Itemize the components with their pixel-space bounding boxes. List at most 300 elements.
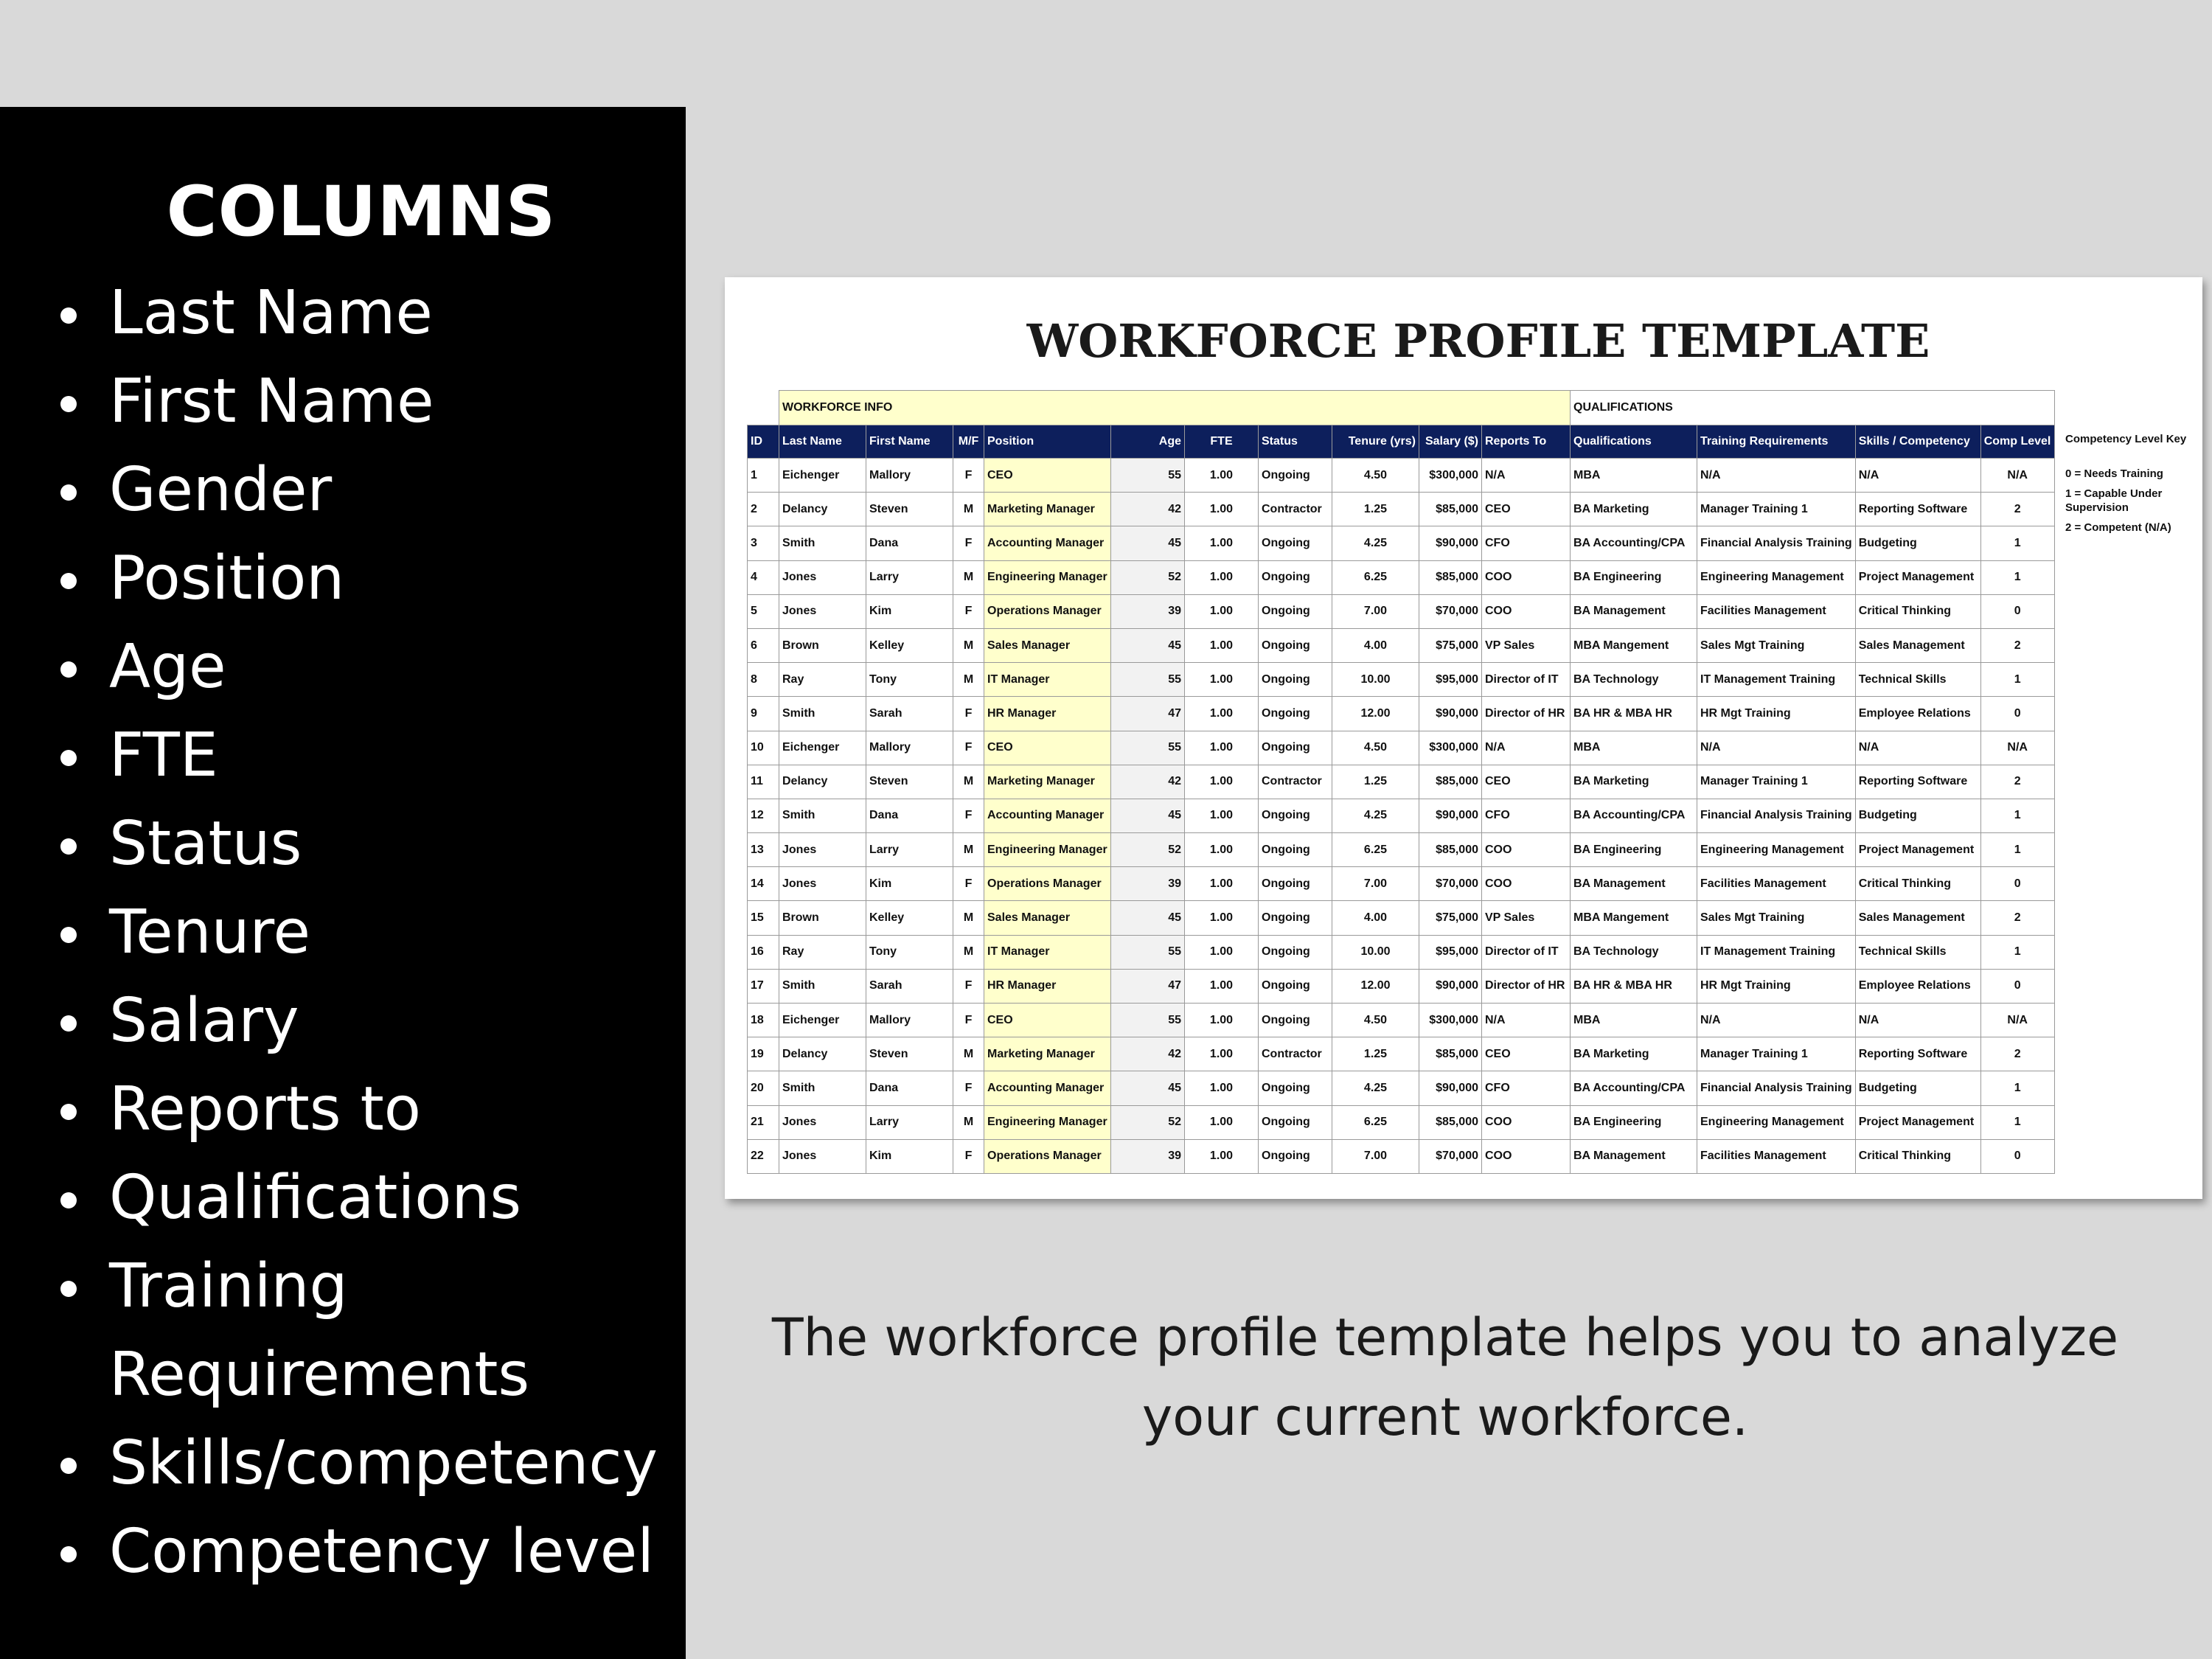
- table-row: [748, 560, 2055, 594]
- table-cell: 1: [1980, 560, 2054, 594]
- table-cell: 1.00: [1185, 901, 1259, 935]
- table-cell: 4.25: [1332, 1071, 1419, 1105]
- table-cell: $85,000: [1419, 765, 1482, 799]
- table-cell: Financial Analysis Training: [1697, 1071, 1856, 1105]
- table-cell: BA Management: [1571, 867, 1697, 901]
- table-row: [748, 901, 2055, 935]
- table-cell: Sales Manager: [984, 901, 1111, 935]
- table-cell: N/A: [1697, 459, 1856, 493]
- table-row: [748, 935, 2055, 969]
- bullet-icon: [60, 661, 77, 678]
- bullet-icon: [60, 1015, 77, 1032]
- column-list-item: [0, 1419, 658, 1508]
- table-cell: 0: [1980, 1139, 2054, 1173]
- table-cell: 39: [1111, 1139, 1185, 1173]
- table-cell: 12: [748, 799, 779, 832]
- table-cell: $85,000: [1419, 493, 1482, 526]
- table-cell: Director of IT: [1482, 935, 1571, 969]
- table-cell: $300,000: [1419, 731, 1482, 765]
- table-cell: Ongoing: [1259, 663, 1332, 697]
- table-cell: COO: [1482, 867, 1571, 901]
- column-header: Training Requirements: [1697, 425, 1856, 459]
- table-cell: Engineering Manager: [984, 833, 1111, 867]
- column-header: Comp Level: [1980, 425, 2054, 459]
- table-cell: 21: [748, 1105, 779, 1139]
- table-cell: F: [953, 867, 984, 901]
- column-header: Tenure (yrs): [1332, 425, 1419, 459]
- table-cell: Ongoing: [1259, 1004, 1332, 1037]
- table-row: [748, 731, 2055, 765]
- table-cell: 1: [1980, 1105, 2054, 1139]
- table-cell: Project Management: [1855, 1105, 1980, 1139]
- table-cell: M: [953, 901, 984, 935]
- table-cell: BA Marketing: [1571, 765, 1697, 799]
- table-cell: $75,000: [1419, 628, 1482, 662]
- table-cell: Steven: [866, 1037, 953, 1071]
- table-cell: 0: [1980, 594, 2054, 628]
- table-cell: Ongoing: [1259, 799, 1332, 832]
- column-name: Qualifications: [109, 1163, 522, 1233]
- column-list-item: [0, 1154, 658, 1242]
- table-cell: Larry: [866, 1105, 953, 1139]
- table-cell: Critical Thinking: [1855, 1139, 1980, 1173]
- table-cell: 42: [1111, 493, 1185, 526]
- bullet-icon: [60, 1281, 77, 1297]
- table-cell: Ongoing: [1259, 594, 1332, 628]
- table-cell: F: [953, 1071, 984, 1105]
- table-cell: 4: [748, 560, 779, 594]
- table-cell: COO: [1482, 1105, 1571, 1139]
- column-header: Position: [984, 425, 1111, 459]
- table-cell: HR Manager: [984, 697, 1111, 731]
- table-cell: Project Management: [1855, 833, 1980, 867]
- table-cell: Ongoing: [1259, 697, 1332, 731]
- table-cell: M: [953, 628, 984, 662]
- table-cell: 7.00: [1332, 1139, 1419, 1173]
- table-cell: MBA: [1571, 1004, 1697, 1037]
- table-cell: $95,000: [1419, 935, 1482, 969]
- column-list-item: [0, 623, 658, 712]
- column-name: Status: [109, 809, 302, 879]
- column-header: Qualifications: [1571, 425, 1697, 459]
- table-cell: CEO: [984, 1004, 1111, 1037]
- table-cell: F: [953, 969, 984, 1003]
- table-row: [748, 663, 2055, 697]
- table-cell: 2: [1980, 901, 2054, 935]
- table-row: [748, 1037, 2055, 1071]
- bullet-icon: [60, 838, 77, 855]
- table-cell: 5: [748, 594, 779, 628]
- column-name: Tenure: [109, 897, 310, 967]
- table-cell: 1.00: [1185, 731, 1259, 765]
- table-cell: Contractor: [1259, 1037, 1332, 1071]
- column-header: Salary ($): [1419, 425, 1482, 459]
- table-cell: 42: [1111, 1037, 1185, 1071]
- bullet-icon: [60, 396, 77, 412]
- table-cell: 4.25: [1332, 799, 1419, 832]
- table-cell: Director of HR: [1482, 697, 1571, 731]
- column-list-item: [0, 1065, 658, 1154]
- table-cell: Operations Manager: [984, 594, 1111, 628]
- table-cell: Facilities Management: [1697, 1139, 1856, 1173]
- table-cell: 22: [748, 1139, 779, 1173]
- table-cell: Mallory: [866, 1004, 953, 1037]
- caption: The workforce profile template helps you to analyze your current workforce.: [771, 1307, 2119, 1447]
- table-cell: 0: [1980, 697, 2054, 731]
- table-cell: 13: [748, 833, 779, 867]
- table-cell: Steven: [866, 765, 953, 799]
- table-cell: Critical Thinking: [1855, 867, 1980, 901]
- table-cell: F: [953, 697, 984, 731]
- table-cell: Technical Skills: [1855, 663, 1980, 697]
- table-cell: $95,000: [1419, 663, 1482, 697]
- table-cell: 4.50: [1332, 459, 1419, 493]
- table-cell: Budgeting: [1855, 799, 1980, 832]
- column-name: Last Name: [109, 278, 433, 348]
- table-cell: Smith: [779, 799, 866, 832]
- table-cell: 55: [1111, 1004, 1185, 1037]
- table-cell: N/A: [1855, 731, 1980, 765]
- table-cell: N/A: [1482, 459, 1571, 493]
- table-cell: $85,000: [1419, 560, 1482, 594]
- table-cell: $90,000: [1419, 799, 1482, 832]
- sheet-title: WORKFORCE PROFILE TEMPLATE: [1026, 314, 1930, 368]
- table-cell: BA Engineering: [1571, 560, 1697, 594]
- table-cell: 1.00: [1185, 560, 1259, 594]
- table-cell: Delancy: [779, 765, 866, 799]
- table-cell: 1: [1980, 833, 2054, 867]
- bullet-icon: [60, 1104, 77, 1120]
- table-cell: MBA Mangement: [1571, 628, 1697, 662]
- table-cell: 42: [1111, 765, 1185, 799]
- table-cell: 4.50: [1332, 1004, 1419, 1037]
- table-cell: F: [953, 459, 984, 493]
- bullet-icon: [60, 573, 77, 589]
- table-cell: CEO: [1482, 765, 1571, 799]
- table-cell: COO: [1482, 1139, 1571, 1173]
- table-cell: Engineering Management: [1697, 560, 1856, 594]
- table-cell: CFO: [1482, 799, 1571, 832]
- table-cell: 12.00: [1332, 969, 1419, 1003]
- column-name: FTE: [109, 720, 218, 790]
- table-cell: 2: [1980, 765, 2054, 799]
- table-cell: 1.00: [1185, 833, 1259, 867]
- column-header: M/F: [953, 425, 984, 459]
- table-cell: Brown: [779, 628, 866, 662]
- table-cell: 8: [748, 663, 779, 697]
- table-cell: Budgeting: [1855, 1071, 1980, 1105]
- table-cell: $300,000: [1419, 1004, 1482, 1037]
- table-cell: CFO: [1482, 1071, 1571, 1105]
- table-cell: Contractor: [1259, 765, 1332, 799]
- columns-title: COLUMNS: [166, 172, 557, 252]
- column-header: FTE: [1185, 425, 1259, 459]
- table-cell: 47: [1111, 697, 1185, 731]
- table-cell: 52: [1111, 833, 1185, 867]
- table-cell: 15: [748, 901, 779, 935]
- table-cell: Marketing Manager: [984, 1037, 1111, 1071]
- table-cell: Jones: [779, 867, 866, 901]
- table-cell: Eichenger: [779, 731, 866, 765]
- table-cell: Dana: [866, 526, 953, 560]
- table-cell: 45: [1111, 1071, 1185, 1105]
- table-cell: Ongoing: [1259, 560, 1332, 594]
- table-cell: MBA: [1571, 459, 1697, 493]
- table-cell: 1.00: [1185, 1105, 1259, 1139]
- column-name: Competency level: [109, 1517, 655, 1587]
- header-row: [748, 425, 2055, 459]
- table-cell: N/A: [1855, 459, 1980, 493]
- column-header: Skills / Competency: [1855, 425, 1980, 459]
- table-cell: Larry: [866, 833, 953, 867]
- bullet-icon: [60, 750, 77, 766]
- table-cell: Ongoing: [1259, 901, 1332, 935]
- table-cell: Marketing Manager: [984, 493, 1111, 526]
- table-cell: Manager Training 1: [1697, 493, 1856, 526]
- table-cell: Larry: [866, 560, 953, 594]
- table-cell: M: [953, 833, 984, 867]
- table-cell: 10.00: [1332, 935, 1419, 969]
- table-cell: N/A: [1855, 1004, 1980, 1037]
- table-row: [748, 765, 2055, 799]
- table-cell: Ongoing: [1259, 969, 1332, 1003]
- table-cell: Kim: [866, 594, 953, 628]
- table-cell: 0: [1980, 969, 2054, 1003]
- table-cell: Kim: [866, 1139, 953, 1173]
- table-cell: Ongoing: [1259, 867, 1332, 901]
- section-workforce-info: WORKFORCE INFO: [779, 391, 1571, 425]
- column-list-item: [0, 535, 658, 623]
- table-cell: BA Accounting/CPA: [1571, 1071, 1697, 1105]
- table-cell: BA HR & MBA HR: [1571, 697, 1697, 731]
- table-cell: N/A: [1482, 731, 1571, 765]
- table-cell: BA Technology: [1571, 935, 1697, 969]
- table-cell: 1.00: [1185, 1071, 1259, 1105]
- table-cell: HR Mgt Training: [1697, 697, 1856, 731]
- column-header: First Name: [866, 425, 953, 459]
- table-cell: 10.00: [1332, 663, 1419, 697]
- table-cell: CEO: [984, 459, 1111, 493]
- table-row: [748, 799, 2055, 832]
- table-row: [748, 1071, 2055, 1105]
- table-cell: Ongoing: [1259, 459, 1332, 493]
- table-cell: CEO: [1482, 493, 1571, 526]
- table-cell: 39: [1111, 594, 1185, 628]
- table-cell: 19: [748, 1037, 779, 1071]
- column-header: Age: [1111, 425, 1185, 459]
- table-cell: COO: [1482, 594, 1571, 628]
- table-cell: $90,000: [1419, 526, 1482, 560]
- table-cell: 20: [748, 1071, 779, 1105]
- table-cell: Manager Training 1: [1697, 765, 1856, 799]
- column-list-item: [0, 888, 658, 977]
- table-row: [748, 833, 2055, 867]
- table-cell: Technical Skills: [1855, 935, 1980, 969]
- section-blank: [748, 391, 779, 425]
- table-cell: 1.00: [1185, 1037, 1259, 1071]
- table-cell: 1.25: [1332, 493, 1419, 526]
- table-cell: Dana: [866, 799, 953, 832]
- table-cell: Kelley: [866, 628, 953, 662]
- table-cell: 55: [1111, 935, 1185, 969]
- table-cell: 1.00: [1185, 663, 1259, 697]
- table-cell: 47: [1111, 969, 1185, 1003]
- table-cell: 1: [748, 459, 779, 493]
- table-cell: M: [953, 493, 984, 526]
- table-cell: Engineering Manager: [984, 1105, 1111, 1139]
- table-cell: IT Management Training: [1697, 663, 1856, 697]
- table-cell: BA Management: [1571, 594, 1697, 628]
- table-cell: F: [953, 731, 984, 765]
- table-row: [748, 867, 2055, 901]
- table-cell: Critical Thinking: [1855, 594, 1980, 628]
- table-cell: 45: [1111, 526, 1185, 560]
- table-cell: BA Marketing: [1571, 1037, 1697, 1071]
- table-cell: 1: [1980, 1071, 2054, 1105]
- column-list-item: [0, 977, 658, 1065]
- column-name: Training Requirements: [109, 1251, 530, 1410]
- table-cell: Employee Relations: [1855, 697, 1980, 731]
- table-cell: Operations Manager: [984, 1139, 1111, 1173]
- table-cell: Ray: [779, 935, 866, 969]
- table-cell: M: [953, 765, 984, 799]
- table-cell: 1.00: [1185, 935, 1259, 969]
- table-cell: Smith: [779, 697, 866, 731]
- table-cell: Engineering Management: [1697, 1105, 1856, 1139]
- table-cell: VP Sales: [1482, 628, 1571, 662]
- table-cell: Ongoing: [1259, 628, 1332, 662]
- table-cell: 6.25: [1332, 1105, 1419, 1139]
- table-cell: Ongoing: [1259, 1139, 1332, 1173]
- table-cell: F: [953, 1139, 984, 1173]
- table-cell: 4.00: [1332, 628, 1419, 662]
- table-cell: 1.00: [1185, 594, 1259, 628]
- column-list-item: [0, 269, 658, 358]
- bullet-icon: [60, 1192, 77, 1208]
- table-cell: Financial Analysis Training: [1697, 799, 1856, 832]
- table-cell: CFO: [1482, 526, 1571, 560]
- competency-key: [2065, 432, 2198, 540]
- table-cell: $75,000: [1419, 901, 1482, 935]
- table-cell: Dana: [866, 1071, 953, 1105]
- table-cell: MBA: [1571, 731, 1697, 765]
- bullet-icon: [60, 1546, 77, 1562]
- table-cell: 45: [1111, 628, 1185, 662]
- table-cell: M: [953, 1105, 984, 1139]
- table-cell: Smith: [779, 1071, 866, 1105]
- table-cell: 45: [1111, 901, 1185, 935]
- table-cell: Jones: [779, 833, 866, 867]
- bullet-icon: [60, 484, 77, 501]
- table-cell: CEO: [1482, 1037, 1571, 1071]
- table-cell: 55: [1111, 731, 1185, 765]
- competency-key-item: 2 = Competent (N/A): [2065, 521, 2171, 534]
- table-cell: 1.00: [1185, 765, 1259, 799]
- table-cell: Sales Manager: [984, 628, 1111, 662]
- column-name: Age: [109, 632, 226, 702]
- table-cell: Financial Analysis Training: [1697, 526, 1856, 560]
- table-cell: Ray: [779, 663, 866, 697]
- table-row: [748, 697, 2055, 731]
- table-cell: 6.25: [1332, 560, 1419, 594]
- table-cell: 39: [1111, 867, 1185, 901]
- table-cell: 0: [1980, 867, 2054, 901]
- competency-key-item: 0 = Needs Training: [2065, 467, 2163, 480]
- table-cell: Delancy: [779, 1037, 866, 1071]
- table-cell: Director of IT: [1482, 663, 1571, 697]
- table-cell: Smith: [779, 969, 866, 1003]
- table-row: [748, 459, 2055, 493]
- table-cell: 1: [1980, 526, 2054, 560]
- table-cell: Engineering Manager: [984, 560, 1111, 594]
- table-row: [748, 594, 2055, 628]
- table-cell: Ongoing: [1259, 1105, 1332, 1139]
- table-cell: Kim: [866, 867, 953, 901]
- table-cell: M: [953, 560, 984, 594]
- table-cell: BA Technology: [1571, 663, 1697, 697]
- table-cell: BA Marketing: [1571, 493, 1697, 526]
- table-cell: 52: [1111, 1105, 1185, 1139]
- table-cell: F: [953, 526, 984, 560]
- table-cell: Sales Mgt Training: [1697, 901, 1856, 935]
- table-cell: 7.00: [1332, 867, 1419, 901]
- table-cell: Delancy: [779, 493, 866, 526]
- table-cell: IT Manager: [984, 663, 1111, 697]
- table-cell: $85,000: [1419, 1105, 1482, 1139]
- column-list-item: [0, 446, 658, 535]
- table-cell: $90,000: [1419, 1071, 1482, 1105]
- table-cell: N/A: [1697, 731, 1856, 765]
- table-cell: 4.00: [1332, 901, 1419, 935]
- section-row: [748, 391, 2055, 425]
- table-cell: HR Mgt Training: [1697, 969, 1856, 1003]
- section-qualifications: QUALIFICATIONS: [1571, 391, 2055, 425]
- table-row: [748, 493, 2055, 526]
- columns-panel: [0, 107, 686, 1659]
- table-row: [748, 1139, 2055, 1173]
- table-cell: 1: [1980, 663, 2054, 697]
- table-cell: VP Sales: [1482, 901, 1571, 935]
- competency-key-title: Competency Level Key: [2065, 433, 2187, 445]
- table-cell: COO: [1482, 560, 1571, 594]
- table-cell: $85,000: [1419, 833, 1482, 867]
- table-cell: Tony: [866, 663, 953, 697]
- table-cell: Mallory: [866, 459, 953, 493]
- table-cell: Accounting Manager: [984, 526, 1111, 560]
- column-header: Last Name: [779, 425, 866, 459]
- table-cell: F: [953, 799, 984, 832]
- table-cell: BA HR & MBA HR: [1571, 969, 1697, 1003]
- table-cell: M: [953, 1037, 984, 1071]
- table-cell: N/A: [1980, 459, 2054, 493]
- table-cell: 1.25: [1332, 765, 1419, 799]
- table-cell: 1.00: [1185, 526, 1259, 560]
- table-cell: Contractor: [1259, 493, 1332, 526]
- column-list-item: [0, 358, 658, 446]
- table-cell: $70,000: [1419, 867, 1482, 901]
- column-list-item: [0, 1508, 658, 1596]
- table-cell: Engineering Management: [1697, 833, 1856, 867]
- table-cell: COO: [1482, 833, 1571, 867]
- table-cell: F: [953, 594, 984, 628]
- table-cell: 55: [1111, 459, 1185, 493]
- table-cell: Ongoing: [1259, 731, 1332, 765]
- table-cell: Sales Management: [1855, 628, 1980, 662]
- table-row: [748, 1105, 2055, 1139]
- table-cell: 45: [1111, 799, 1185, 832]
- table-cell: $90,000: [1419, 969, 1482, 1003]
- table-cell: 2: [1980, 493, 2054, 526]
